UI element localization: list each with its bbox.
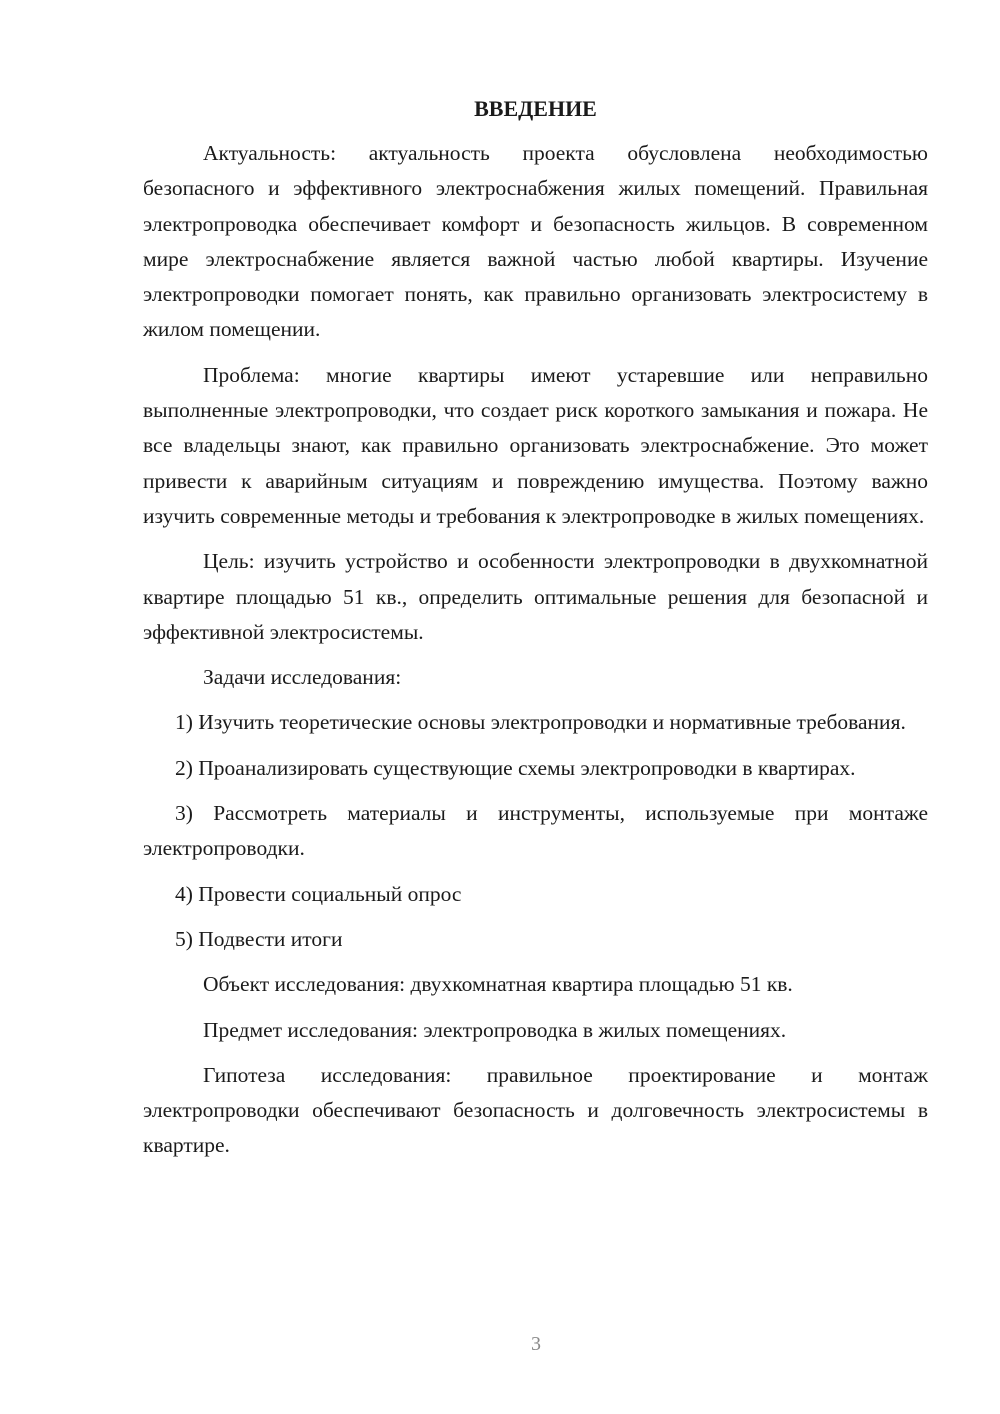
task-item-5: 5) Подвести итоги: [175, 926, 343, 951]
section-title: ВВЕДЕНИЕ: [474, 96, 597, 121]
page-number: 3: [531, 1333, 541, 1355]
task-item-1: 1) Изучить теоретические основы электропроводки и нормативные требования.: [175, 710, 906, 735]
research-object-paragraph: Объект исследования: двухкомнатная квартира площадью 51 кв.: [203, 972, 793, 997]
task-item-3: 3) Рассмотреть материалы и инструменты, используемые при монтаже электропроводки.: [143, 801, 928, 861]
page-content: [143, 94, 928, 1164]
task-item-2: 2) Проанализировать существующие схемы электропроводки в квартирах.: [175, 755, 856, 780]
tasks-heading: Задачи исследования:: [203, 665, 402, 690]
task-item-4: 4) Провести социальный опрос: [175, 881, 462, 906]
relevance-paragraph: Актуальность: актуальность проекта обусловлена необходимостью безопасного и эффективного электроснабжения жилых помещений. Правильная электропроводка обеспечивает комфорт и безопасность жильцов. В современном мире электроснабжение является важной частью любой квартиры. Изучение электропроводки помогает понять, как правильно организовать электросистему в жилом помещении.: [143, 141, 928, 342]
goal-paragraph: Цель: изучить устройство и особенности электропроводки в двухкомнатной квартире площадью 51 кв., определить оптимальные решения для безопасной и эффективной электросистемы.: [143, 549, 928, 644]
hypothesis-paragraph: Гипотеза исследования: правильное проектирование и монтаж электропроводки обеспечивают безопасность и долговечность электросистемы в квартире.: [143, 1062, 928, 1158]
problem-paragraph: Проблема: многие квартиры имеют устаревшие или неправильно выполненные электропроводки, что создает риск короткого замыкания и пожара. Не все владельцы знают, как правильно организовать электроснабжение. Это может привести к аварийным ситуациям и повреждению имущества. Поэтому важно изучить современные методы и требования к электропроводке в жилых помещениях.: [143, 362, 928, 528]
research-subject-paragraph: Предмет исследования: электропроводка в жилых помещениях.: [203, 1017, 787, 1042]
